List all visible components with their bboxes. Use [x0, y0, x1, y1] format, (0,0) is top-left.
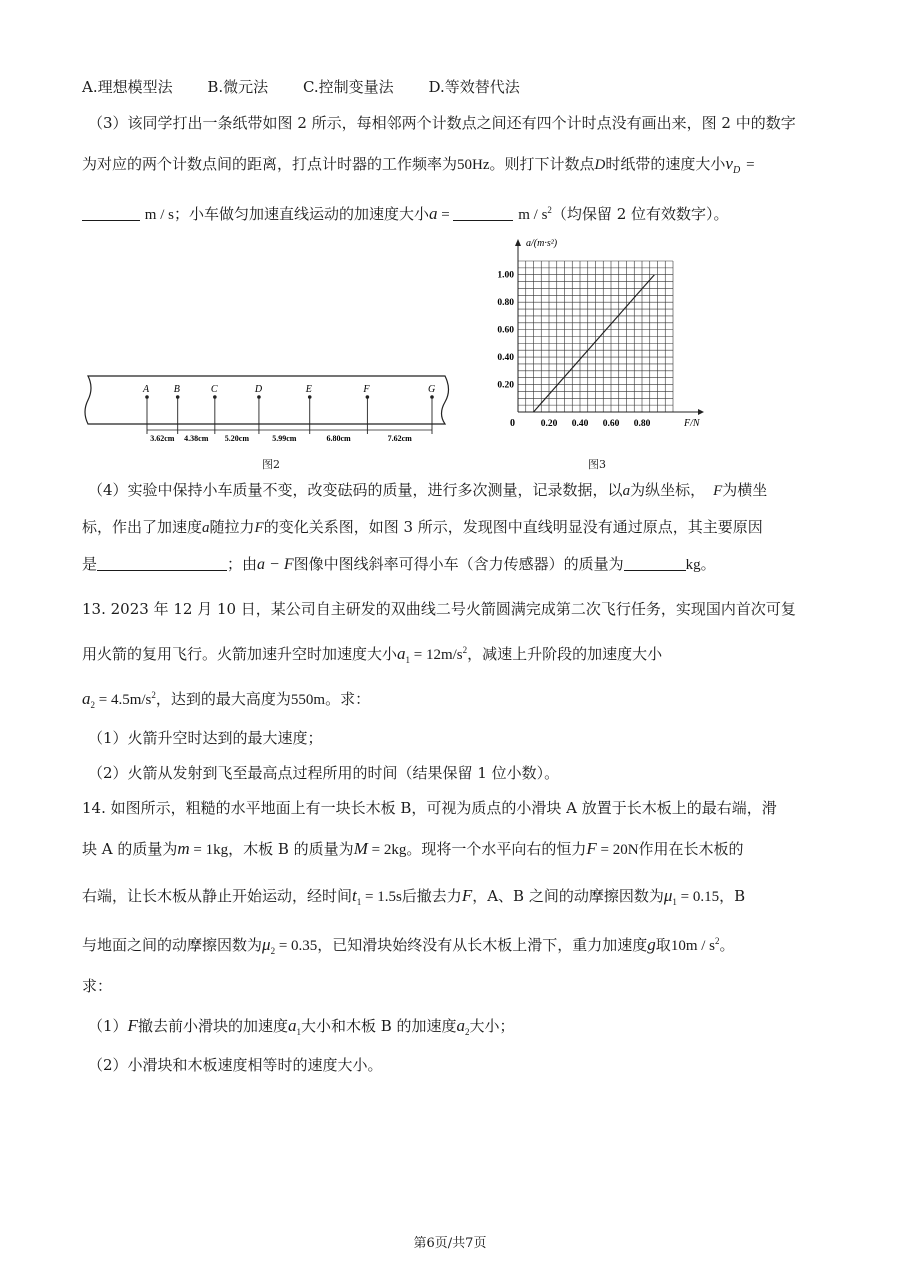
x-axis-label: F/N — [684, 418, 700, 429]
y-axis-arrow — [515, 239, 521, 246]
y-tick-label: 0.40 — [497, 353, 514, 364]
q13-sub2: （2）火箭从发射到飞至最高点过程所用的时间（结果保留 1 位小数）。 — [88, 764, 560, 782]
point-dot-e — [308, 395, 312, 399]
y-tick-label: 0.60 — [497, 325, 514, 336]
g-value: 10m / s — [670, 938, 715, 954]
point-label-g: G — [428, 384, 436, 395]
q4-text: 。 — [700, 555, 716, 573]
q4-line1 — [88, 479, 767, 502]
q13-line3 — [82, 684, 370, 716]
m-value: = 1kg — [189, 842, 229, 858]
x-tick-label: 0.60 — [602, 419, 620, 429]
answer-blank-mass[interactable] — [624, 556, 686, 571]
figure-3-af-graph — [488, 232, 713, 437]
option-b: B.微元法 — [207, 78, 269, 96]
option-d: D.等效替代法 — [428, 78, 520, 96]
x-tick-label: 0.20 — [540, 419, 558, 429]
q13-line2 — [82, 639, 662, 671]
point-label-f: F — [363, 384, 370, 395]
q14-text: ，已知滑块始终没有从长木板上滑下，重力加速度 — [317, 936, 648, 954]
q14-text: 右端，让长木板从静止开始运动，经时间 — [82, 887, 353, 905]
m-symbol: m — [177, 839, 190, 858]
accel-symbol: a — [428, 204, 438, 223]
unit-velocity: m / s — [144, 207, 174, 223]
a1-subscript: 1 — [296, 1027, 301, 1037]
option-a: A.理想模型法 — [82, 78, 173, 96]
symbol-f: F — [254, 520, 264, 536]
t1-subscript: 1 — [356, 897, 362, 907]
distance-label: 5.20cm — [224, 434, 249, 443]
q3-text: 时纸带的速度大小 — [605, 155, 726, 173]
q4-line3 — [82, 553, 716, 576]
q14-ask: 求： — [82, 977, 113, 995]
f-symbol: F — [127, 1016, 138, 1035]
sup: 2 — [462, 645, 468, 655]
f-symbol: F — [586, 839, 597, 858]
y-axis-label: a/(m·s²) — [526, 238, 558, 249]
f-value: = 20N — [596, 842, 639, 858]
point-dot-g — [430, 395, 434, 399]
x-axis-arrow — [698, 409, 704, 415]
q14-text: ，A、B 之间的动摩擦因数为 — [472, 887, 664, 905]
y-tick-label: 0.20 — [497, 380, 514, 391]
point-label-c: C — [210, 384, 218, 395]
point-dot-d — [257, 395, 261, 399]
q4-text: 为纵坐标， — [630, 481, 706, 499]
point-label-e: E — [305, 384, 312, 395]
q4-text: 是 — [82, 555, 98, 573]
a-f-symbol: a − F — [257, 556, 294, 573]
q14-text: ，木板 B 的质量为 — [228, 840, 354, 858]
point-label-b: B — [173, 384, 180, 395]
q14-text: 后撤去力 — [401, 887, 462, 905]
option-c: C.控制变量法 — [302, 78, 394, 96]
frequency: 50Hz — [457, 157, 490, 173]
a2-symbol: a — [456, 1016, 466, 1035]
q14-text: 块 A 的质量为 — [82, 840, 178, 858]
q4-text: （4）实验中保持小车质量不变，改变砝码的质量，进行多次测量，记录数据，以 — [88, 481, 623, 499]
big-m-symbol: M — [353, 839, 368, 858]
q14-text: ，B — [719, 887, 746, 905]
big-m-value: = 2kg — [367, 842, 407, 858]
distance-label: 7.62cm — [387, 434, 412, 443]
point-dot-c — [213, 395, 217, 399]
t1-value: = 1.5s — [361, 889, 402, 905]
q13-sub1: （1）火箭升空时达到的最大速度； — [88, 729, 323, 747]
point-label-d: D — [254, 384, 263, 395]
a1-symbol: a — [397, 644, 406, 663]
point-dot-a — [145, 395, 149, 399]
mu1-value: = 0.15 — [676, 889, 720, 905]
q3-line2 — [82, 153, 755, 182]
sup: 2 — [151, 690, 156, 700]
unit-acceleration: m / s — [518, 207, 548, 223]
sup: 2 — [715, 936, 720, 946]
unit-sup: 2 — [547, 205, 552, 215]
max-height: 550m — [290, 692, 326, 708]
q3-text: 为对应的两个计数点间的距离，打点计时器的工作频率为 — [82, 155, 458, 173]
options-row — [82, 76, 520, 98]
unit-kg: kg — [685, 557, 701, 573]
q14-line1: 14. 如图所示，粗糙的水平地面上有一块长木板 B，可视为质点的小滑块 A 放置于长木板上的最右端，滑 — [82, 799, 777, 817]
tape-outline — [85, 376, 449, 424]
q14-text: 与地面之间的动摩擦因数为 — [82, 936, 263, 954]
answer-blank-reason[interactable] — [97, 556, 227, 571]
q4-text: ；由 — [227, 555, 258, 573]
a2-value: = 4.5m/s — [95, 692, 152, 708]
t1-symbol: t — [352, 886, 357, 905]
q4-text: 为横坐 — [722, 481, 768, 499]
q13-text: 。求： — [325, 690, 371, 708]
figure-2-paper-tape — [80, 372, 460, 447]
distance-label: 4.38cm — [184, 434, 209, 443]
q14-line3 — [82, 885, 745, 913]
y-tick-label: 1.00 — [497, 270, 514, 281]
origin-label: 0 — [510, 418, 515, 429]
q4-text: 标，作出了加速度 — [82, 518, 203, 536]
q14-text: 取 — [655, 936, 671, 954]
x-tick-label: 0.40 — [571, 419, 589, 429]
q4-text: 的变化关系图，如图 3 所示，发现图中直线明显没有通过原点，其主要原因 — [263, 518, 763, 536]
mu1-symbol: μ — [663, 886, 673, 905]
q4-text: 图像中图线斜率可得小车（含力传感器）的质量为 — [293, 555, 624, 573]
a2-subscript: 2 — [465, 1027, 470, 1037]
q13-text: 用火箭的复用飞行。火箭加速升空时加速度大小 — [82, 645, 398, 663]
y-tick-label: 0.80 — [497, 298, 514, 309]
q4-line2 — [82, 516, 763, 539]
q14-text: 。 — [719, 936, 735, 954]
figure-3-caption: 图3 — [588, 458, 606, 471]
q14-text: 撤去前小滑块的加速度 — [137, 1017, 288, 1035]
mu2-subscript: 2 — [270, 946, 276, 956]
q14-sub2: （2）小滑块和木板速度相等时的速度大小。 — [88, 1056, 383, 1074]
q3-line1: （3）该同学打出一条纸带如图 2 所示，每相邻两个计数点之间还有四个计时点没有画出来，图 2 中的数字 — [88, 114, 796, 132]
symbol-a: a — [622, 483, 631, 499]
q4-text: 随拉力 — [209, 518, 255, 536]
x-tick-label: 0.80 — [633, 419, 651, 429]
q14-text: 大小； — [469, 1017, 515, 1035]
point-label-a: A — [143, 384, 150, 395]
q14-text: 大小和木板 B 的加速度 — [300, 1017, 457, 1035]
equals: = — [746, 157, 755, 173]
a2-subscript: 2 — [90, 700, 95, 710]
answer-blank-velocity[interactable] — [82, 206, 140, 221]
mu1-subscript: 1 — [672, 897, 677, 907]
q14-text: 作用在长木板的 — [638, 840, 744, 858]
q14-text: （1） — [88, 1017, 128, 1035]
answer-blank-acceleration[interactable] — [453, 206, 513, 221]
q14-text: 。现将一个水平向右的恒力 — [406, 840, 587, 858]
velocity-subscript: D — [732, 165, 741, 176]
point-d: D — [594, 157, 606, 173]
point-dot-f — [366, 395, 370, 399]
velocity-symbol: v — [725, 154, 733, 173]
figure-2-caption: 图2 — [262, 458, 280, 471]
q14-sub1 — [88, 1015, 515, 1043]
q3-line3: m / s；小车做匀加速直线运动的加速度大小$a = m / s^2$（均保留 2 位有效数字）。 — [82, 199, 729, 226]
q3-text: （均保留 2 位有效数字）。 — [551, 205, 729, 223]
q3-text: 。则打下计数点 — [489, 155, 595, 173]
distance-label: 3.62cm — [150, 434, 175, 443]
mu2-symbol: μ — [262, 935, 271, 954]
distance-label: 5.99cm — [272, 434, 297, 443]
q3-text: ；小车做匀加速直线运动的加速度大小 — [173, 205, 429, 223]
symbol-a: a — [202, 520, 210, 536]
q13-text: ，减速上升阶段的加速度大小 — [467, 645, 663, 663]
q14-line4 — [82, 930, 735, 962]
symbol-f: F — [713, 483, 723, 499]
a2-symbol: a — [82, 689, 91, 708]
mu2-value: = 0.35 — [275, 938, 318, 954]
a1-subscript: 1 — [405, 655, 411, 665]
f-symbol: F — [461, 886, 473, 905]
g-symbol: g — [647, 935, 656, 954]
distance-label: 6.80cm — [326, 434, 351, 443]
page-footer: 第6页/共7页 — [413, 1236, 487, 1251]
q13-line1: 13. 2023 年 12 月 10 日，某公司自主研发的双曲线二号火箭圆满完成第二次飞行任务，实现国内首次可复 — [82, 600, 796, 618]
a1-value: = 12m/s — [410, 647, 463, 663]
a1-symbol: a — [287, 1016, 297, 1035]
point-dot-b — [176, 395, 180, 399]
q14-line2 — [82, 838, 744, 861]
q13-text: ，达到的最大高度为 — [155, 690, 291, 708]
